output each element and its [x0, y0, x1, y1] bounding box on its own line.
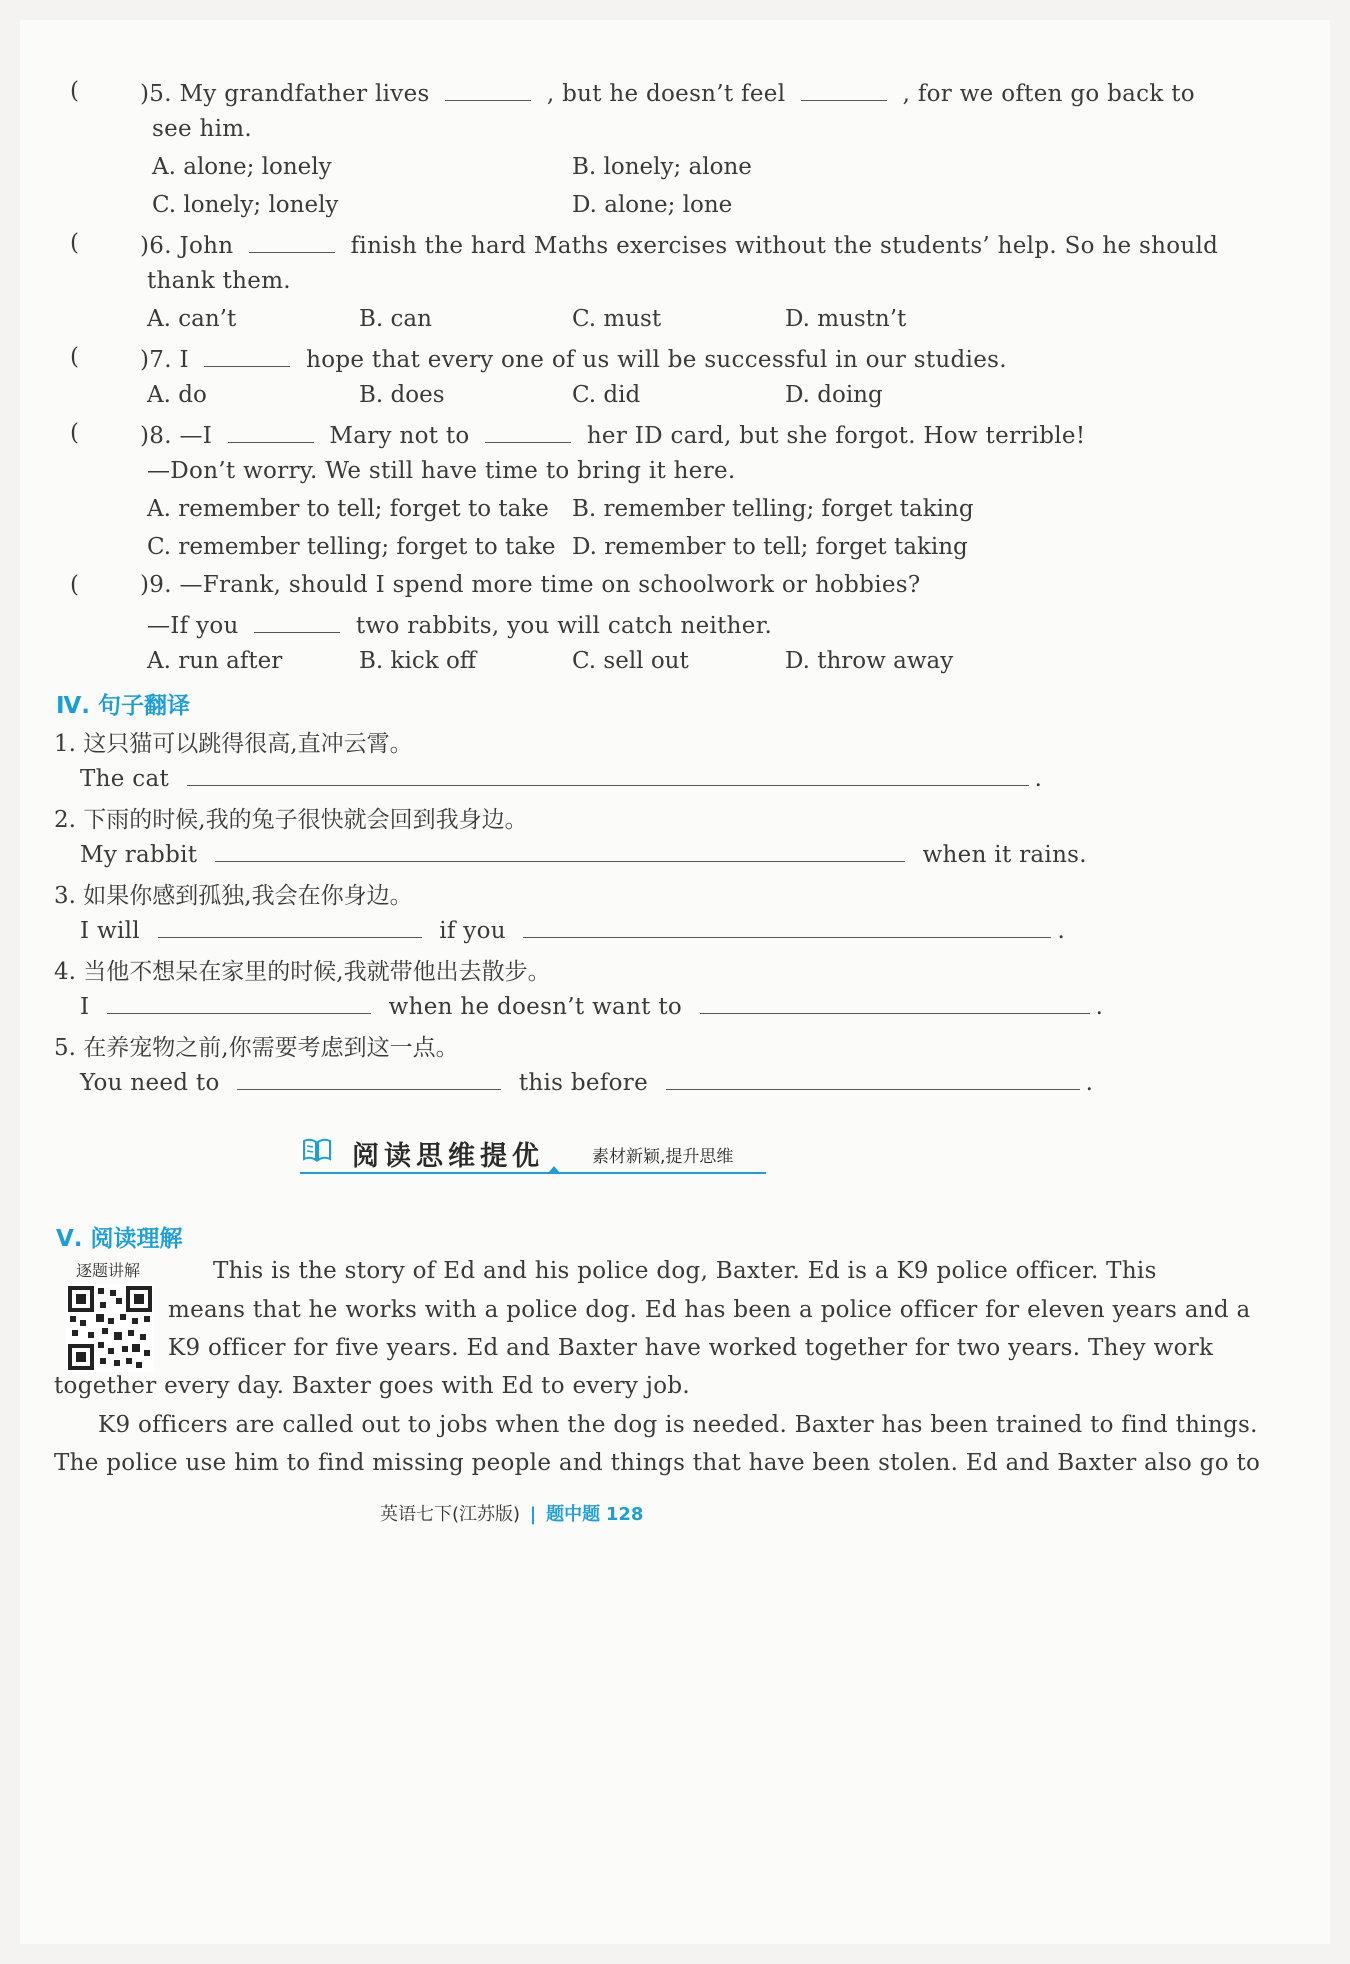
translation-prompt-1: 1. 这只猫可以跳得很高,直冲云霄。 [54, 731, 413, 757]
question-number: )9. [140, 572, 172, 598]
translation-prompt-4: 4. 当他不想呆在家里的时候,我就带他出去散步。 [54, 959, 551, 985]
section-title-translation: Ⅳ. 句子翻译 [56, 693, 191, 719]
worksheet-page [20, 20, 1330, 1944]
question-9-line2 [147, 610, 772, 639]
answer-line[interactable] [666, 1067, 1080, 1090]
question-text: My grandfather lives [179, 81, 430, 107]
question-number: )6. [140, 233, 172, 259]
answer-line[interactable] [215, 839, 905, 862]
answer-bracket[interactable]: ( [70, 230, 79, 256]
question-text: , but he doesn’t feel [546, 81, 786, 107]
answer-line[interactable] [700, 991, 1090, 1014]
answer-bracket[interactable]: ( [70, 344, 79, 370]
question-text: —I [179, 423, 213, 449]
answer-bracket[interactable]: ( [70, 572, 79, 598]
translation-answer-5 [80, 1067, 1093, 1096]
page-footer [380, 1500, 643, 1526]
reading-text-line: together every day. Baxter goes with Ed to every job. [54, 1373, 691, 1399]
answer-bracket[interactable]: ( [70, 420, 79, 446]
option-d[interactable]: D. remember to tell; forget taking [572, 534, 968, 560]
answer-line[interactable] [107, 991, 371, 1014]
open-book-icon [302, 1136, 332, 1164]
option-a[interactable]: A. can’t [147, 306, 237, 332]
punctuation: . [1095, 994, 1104, 1020]
answer-lead: I will [80, 918, 140, 944]
fill-blank[interactable] [485, 420, 571, 443]
question-text: —If you [147, 613, 239, 639]
fill-blank[interactable] [254, 610, 340, 633]
answer-line[interactable] [237, 1067, 501, 1090]
answer-lead: The cat [80, 766, 170, 792]
answer-lead: My rabbit [80, 842, 198, 868]
fill-blank[interactable] [228, 420, 314, 443]
qr-code-icon[interactable] [66, 1284, 154, 1372]
question-text: her ID card, but she forgot. How terrible! [586, 423, 1086, 449]
section-banner [300, 1130, 770, 1180]
question-text: see him. [152, 116, 253, 142]
question-text: thank them. [147, 268, 291, 294]
footer-separator: | [529, 1504, 537, 1525]
question-text: two rabbits, you will catch neither. [355, 613, 773, 639]
reading-text-line: This is the story of Ed and his police dog, Baxter. Ed is a K9 police officer. This [213, 1258, 1157, 1284]
book-title: 英语七下(江苏版) [380, 1504, 521, 1525]
option-d[interactable]: D. doing [785, 382, 883, 408]
option-a[interactable]: A. remember to tell; forget to take [147, 496, 549, 522]
question-text: , for we often go back to [902, 81, 1195, 107]
answer-bracket[interactable]: ( [70, 78, 79, 104]
question-number: )8. [140, 423, 172, 449]
answer-middle: if you [439, 918, 506, 944]
option-b[interactable]: B. can [359, 306, 432, 332]
fill-blank[interactable] [204, 344, 290, 367]
question-text: —Frank, should I spend more time on schoolwork or hobbies? [179, 572, 921, 598]
reading-text-line: means that he works with a police dog. Ed has been a police officer for eleven years and a [168, 1297, 1251, 1323]
translation-prompt-2: 2. 下雨的时候,我的兔子很快就会回到我身边。 [54, 807, 528, 833]
translation-answer-4 [80, 991, 1103, 1020]
reading-text-line: K9 officers are called out to jobs when the dog is needed. Baxter has been trained to find things. [98, 1412, 1258, 1438]
page-number: 128 [605, 1504, 644, 1525]
answer-tail: when it rains. [922, 842, 1087, 868]
question-text: finish the hard Maths exercises without the students’ help. So he should [350, 233, 1219, 259]
answer-middle: this before [518, 1070, 649, 1096]
option-c[interactable]: C. did [572, 382, 641, 408]
answer-line[interactable] [158, 915, 422, 938]
punctuation: . [1085, 1070, 1094, 1096]
option-c[interactable]: C. must [572, 306, 662, 332]
punctuation: . [1034, 766, 1043, 792]
answer-line[interactable] [187, 763, 1029, 786]
option-b[interactable]: B. kick off [359, 648, 477, 674]
fill-blank[interactable] [445, 78, 531, 101]
banner-subtitle: 素材新颖,提升思维 [592, 1147, 734, 1167]
option-b[interactable]: B. does [359, 382, 445, 408]
translation-answer-3 [80, 915, 1065, 944]
option-c[interactable]: C. lonely; lonely [152, 192, 339, 218]
brand-name: 题中题 [546, 1504, 601, 1525]
question-text: hope that every one of us will be successful in our studies. [306, 347, 1007, 373]
question-9 [140, 572, 921, 598]
question-number: )7. [140, 347, 172, 373]
banner-pointer [548, 1166, 560, 1173]
option-a[interactable]: A. alone; lonely [152, 154, 332, 180]
translation-answer-1 [80, 763, 1042, 792]
option-c[interactable]: C. sell out [572, 648, 689, 674]
option-d[interactable]: D. mustn’t [785, 306, 907, 332]
fill-blank[interactable] [249, 230, 335, 253]
option-d[interactable]: D. throw away [785, 648, 954, 674]
question-7 [140, 344, 1007, 373]
option-a[interactable]: A. do [147, 382, 207, 408]
answer-line[interactable] [523, 915, 1051, 938]
option-d[interactable]: D. alone; lone [572, 192, 733, 218]
option-b[interactable]: B. remember telling; forget taking [572, 496, 974, 522]
reading-text-line: K9 officer for five years. Ed and Baxter have worked together for two years. They work [168, 1335, 1214, 1361]
question-8 [140, 420, 1085, 449]
question-text: I [179, 347, 189, 373]
fill-blank[interactable] [801, 78, 887, 101]
banner-underline [300, 1172, 766, 1174]
question-5 [140, 78, 1195, 107]
translation-prompt-5: 5. 在养宠物之前,你需要考虑到这一点。 [54, 1035, 459, 1061]
question-6 [140, 230, 1218, 259]
option-a[interactable]: A. run after [147, 648, 283, 674]
translation-answer-2 [80, 839, 1087, 868]
question-number: )5. [140, 81, 172, 107]
answer-middle: when he doesn’t want to [388, 994, 683, 1020]
qr-caption: 逐题讲解 [76, 1261, 141, 1280]
banner-title: 阅读思维提优 [352, 1141, 544, 1172]
question-text: John [179, 233, 234, 259]
option-c[interactable]: C. remember telling; forget to take [147, 534, 556, 560]
answer-lead: I [80, 994, 90, 1020]
answer-lead: You need to [80, 1070, 220, 1096]
option-b[interactable]: B. lonely; alone [572, 154, 752, 180]
translation-prompt-3: 3. 如果你感到孤独,我会在你身边。 [54, 883, 413, 909]
question-text: —Don’t worry. We still have time to bring it here. [147, 458, 736, 484]
reading-text-line: The police use him to find missing people and things that have been stolen. Ed and Baxter also go to [54, 1450, 1261, 1476]
punctuation: . [1057, 918, 1066, 944]
section-title-reading: Ⅴ. 阅读理解 [56, 1226, 183, 1252]
question-text: Mary not to [329, 423, 470, 449]
